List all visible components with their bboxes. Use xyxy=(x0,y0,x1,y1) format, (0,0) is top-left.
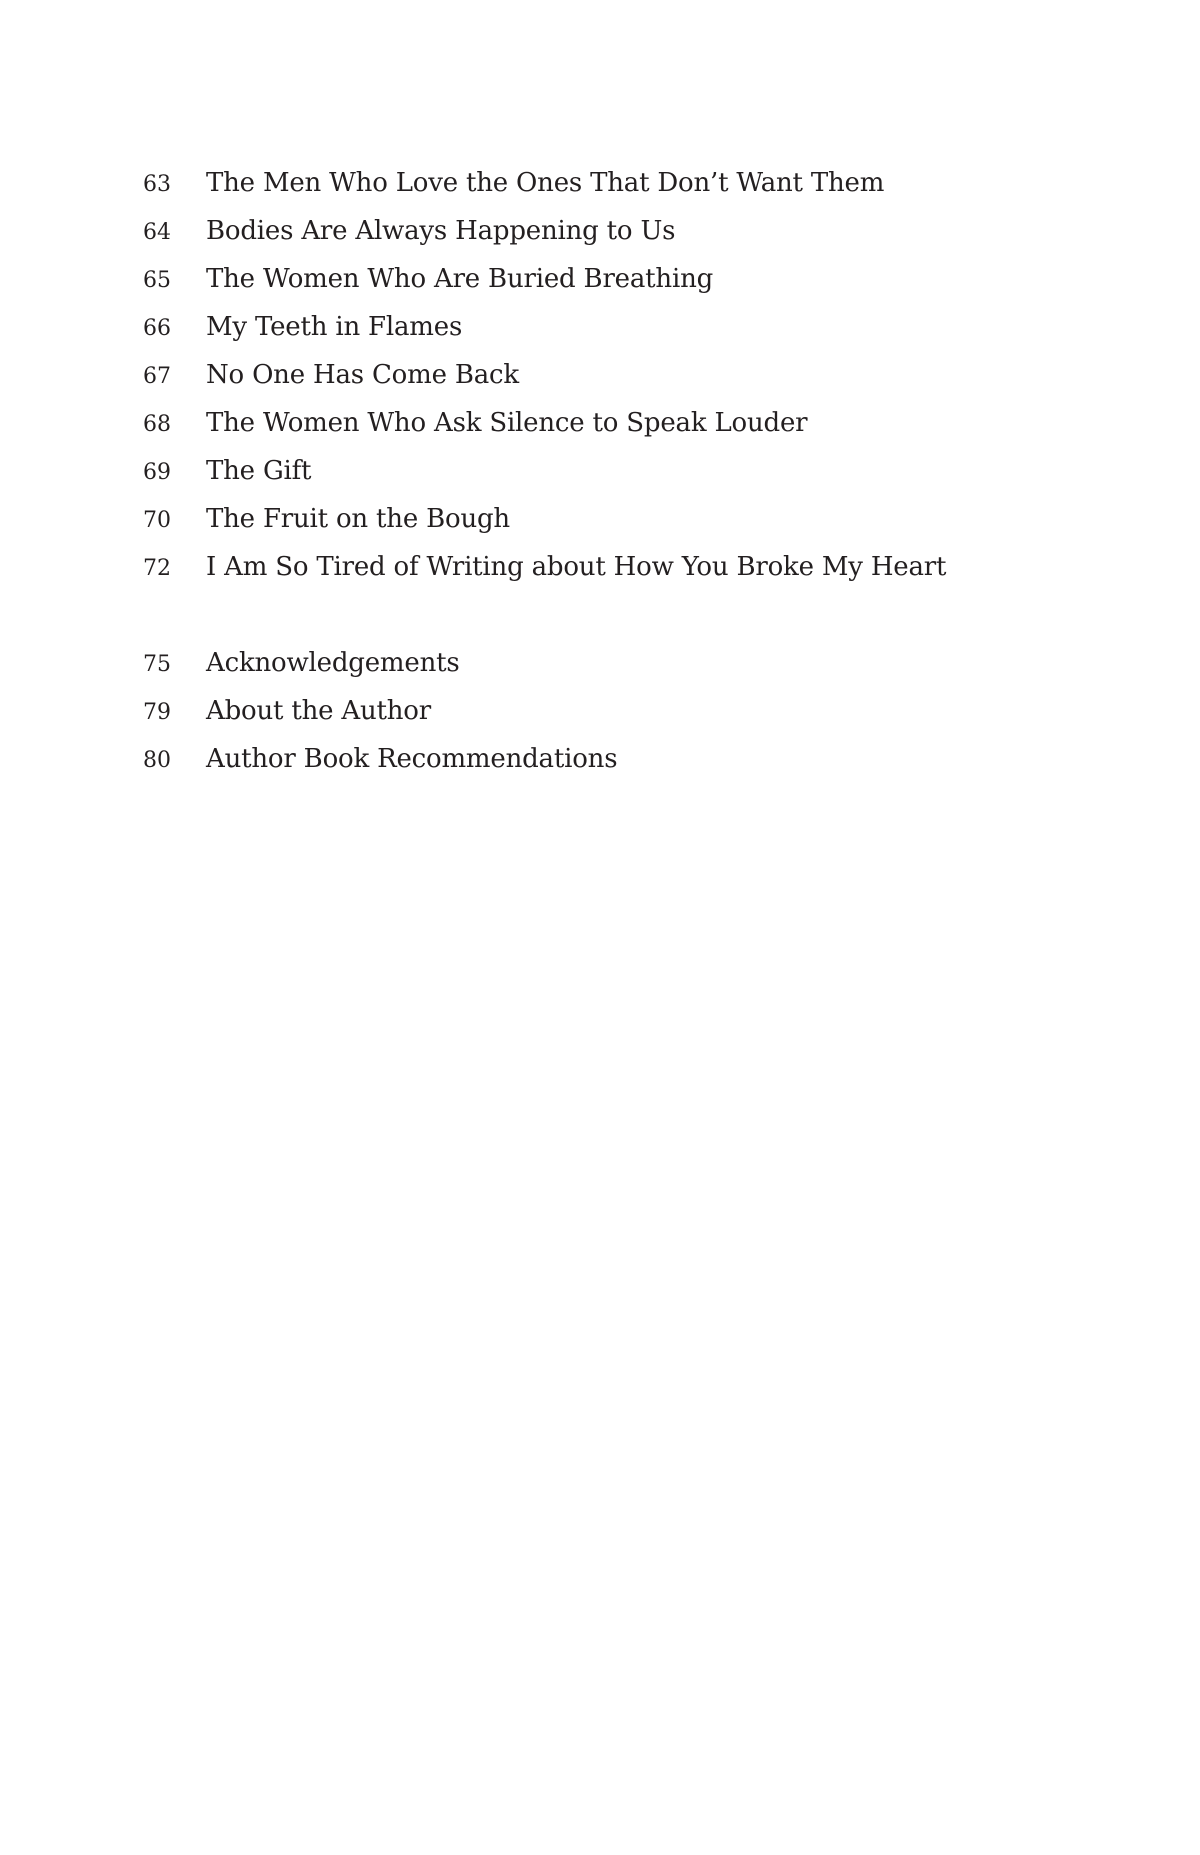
toc-title: Bodies Are Always Happening to Us xyxy=(206,216,676,246)
toc-page-number: 66 xyxy=(143,316,171,341)
table-of-contents xyxy=(143,168,1143,792)
toc-title: My Teeth in Flames xyxy=(206,312,463,342)
toc-entry xyxy=(143,456,1143,504)
toc-title: No One Has Come Back xyxy=(206,360,519,390)
toc-back-matter-section xyxy=(143,648,1143,792)
toc-page-number: 69 xyxy=(143,460,171,485)
toc-title: Author Book Recommendations xyxy=(206,744,618,774)
toc-page-number: 79 xyxy=(143,700,171,725)
toc-entry xyxy=(143,696,1143,744)
toc-entry xyxy=(143,168,1143,216)
toc-page-number: 72 xyxy=(143,556,171,581)
toc-page-number: 64 xyxy=(143,220,171,245)
toc-title: The Fruit on the Bough xyxy=(206,504,510,534)
toc-page-number: 63 xyxy=(143,172,171,197)
toc-title: Acknowledgements xyxy=(206,648,460,678)
toc-title: The Men Who Love the Ones That Don’t Want Them xyxy=(206,168,885,198)
toc-title: The Gift xyxy=(206,456,312,486)
toc-entry xyxy=(143,360,1143,408)
toc-entry xyxy=(143,648,1143,696)
toc-page-number: 70 xyxy=(143,508,171,533)
toc-page-number: 80 xyxy=(143,748,171,773)
toc-entry xyxy=(143,504,1143,552)
toc-entry xyxy=(143,408,1143,456)
toc-entry xyxy=(143,552,1143,600)
toc-entry xyxy=(143,744,1143,792)
toc-page-number: 75 xyxy=(143,652,171,677)
toc-page-number: 65 xyxy=(143,268,171,293)
toc-page-number: 67 xyxy=(143,364,171,389)
toc-entry xyxy=(143,312,1143,360)
toc-title: The Women Who Are Buried Breathing xyxy=(206,264,714,294)
toc-title: I Am So Tired of Writing about How You Broke My Heart xyxy=(206,552,947,582)
toc-title: The Women Who Ask Silence to Speak Louder xyxy=(206,408,808,438)
toc-main-section xyxy=(143,168,1143,600)
toc-title: About the Author xyxy=(206,696,431,726)
toc-page-number: 68 xyxy=(143,412,171,437)
toc-entry xyxy=(143,216,1143,264)
toc-entry xyxy=(143,264,1143,312)
